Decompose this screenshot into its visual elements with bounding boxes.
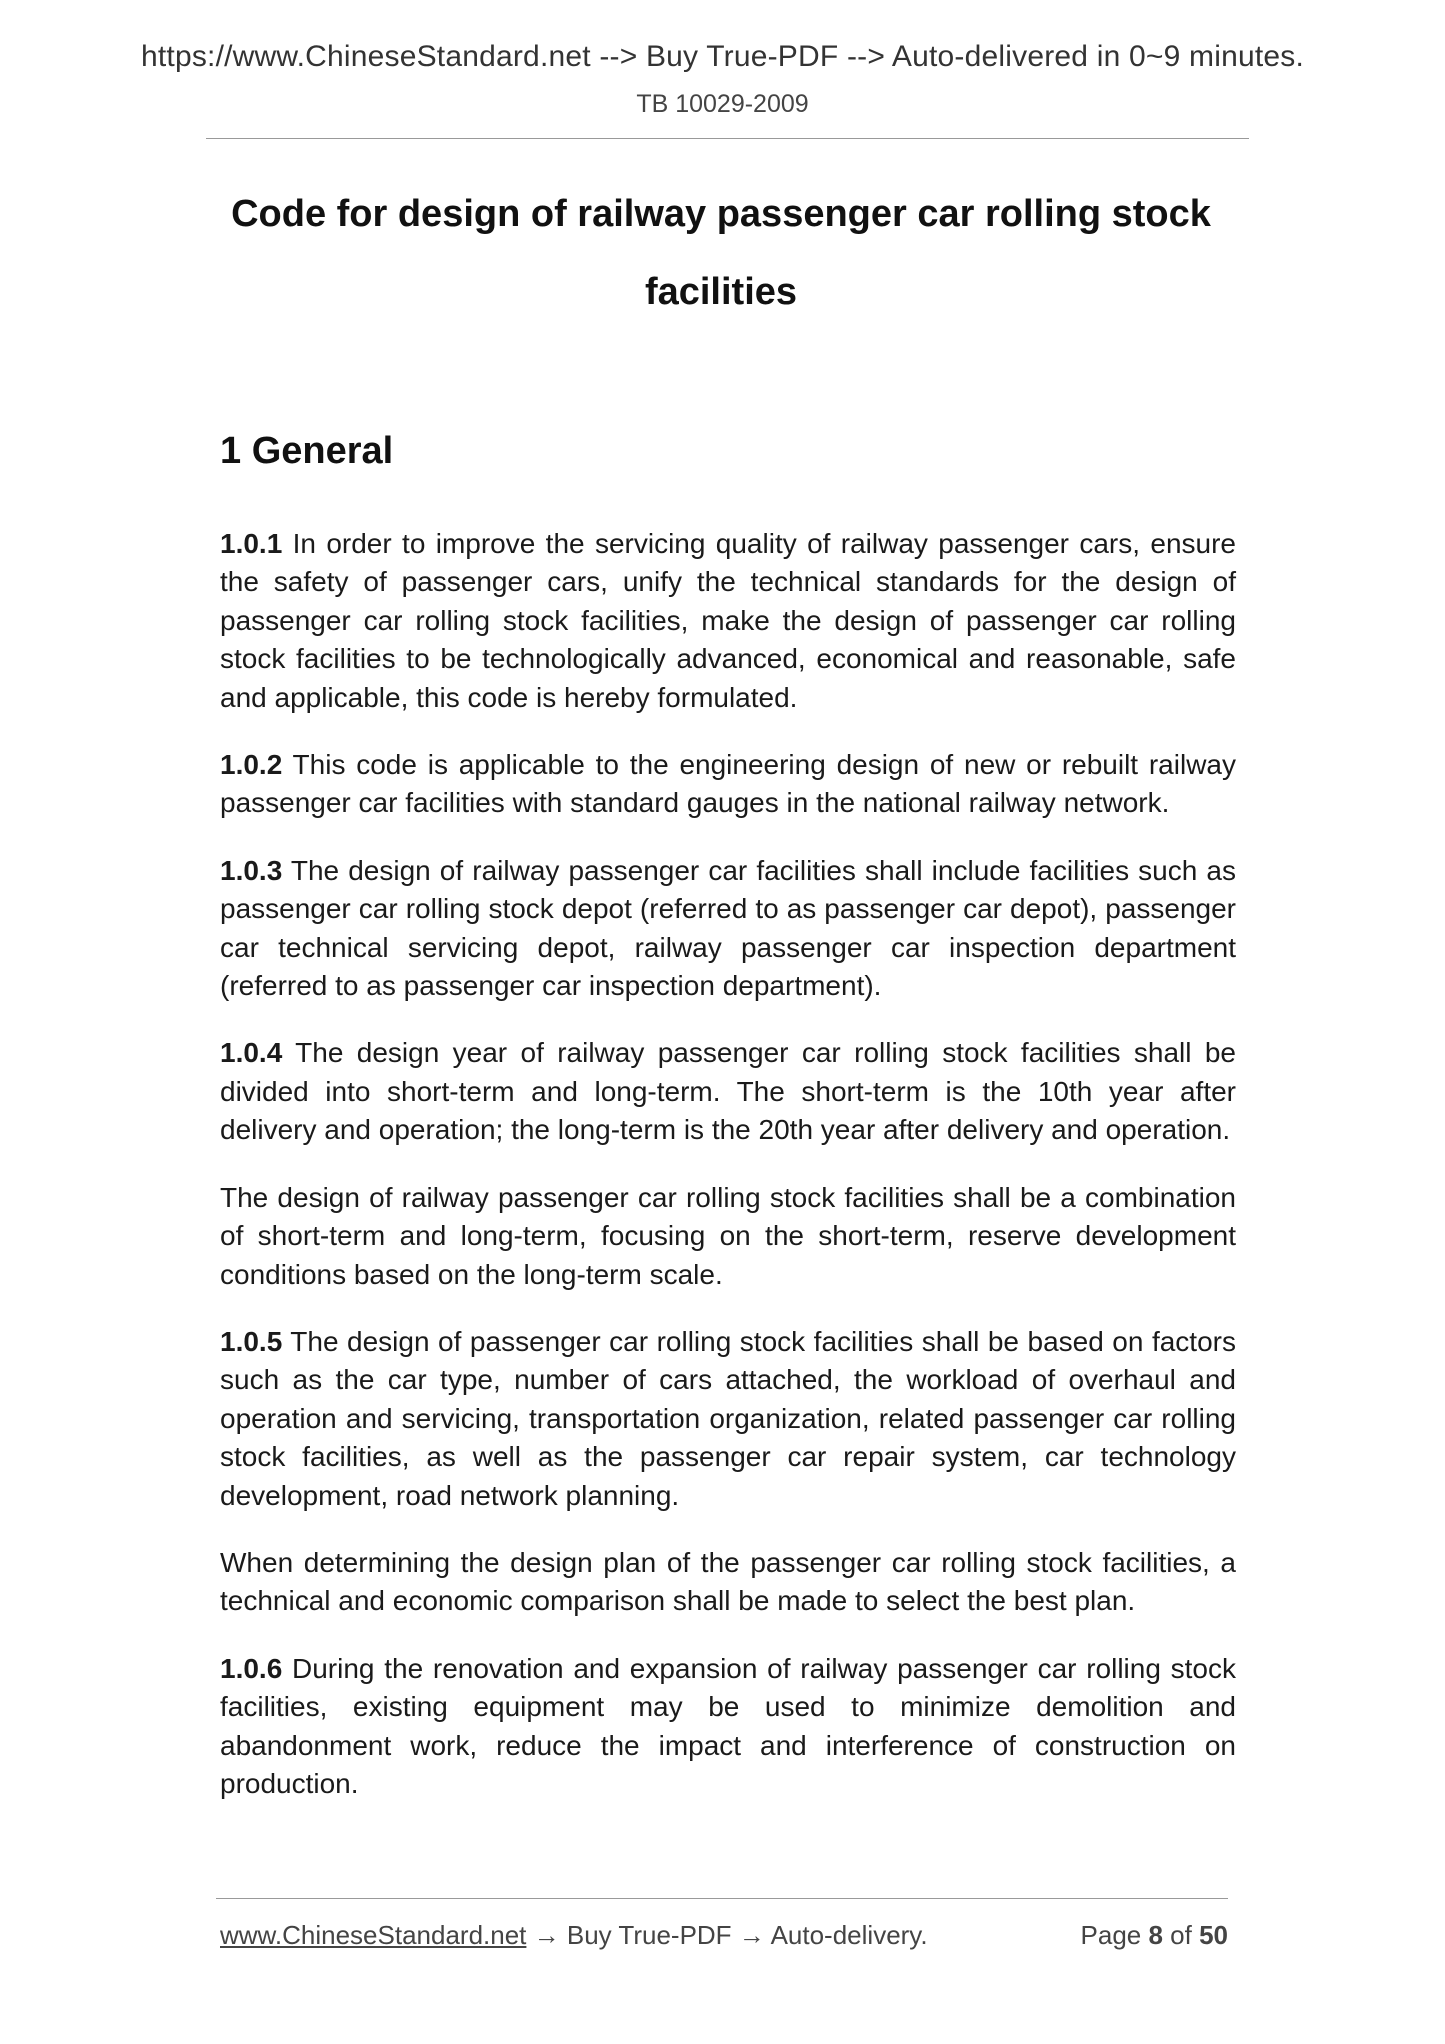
clause-text: The design year of railway passenger car rolling stock facilities shall be divided into short-term and long-term. The short-term is the 10th year after delivery and operation; the long-term is the 20th year after delivery and operation. <box>220 1037 1236 1146</box>
clause-text: The design of railway passenger car facilities shall include facilities such as passenger car rolling stock depot (referred to as passenger car depot), passenger car technical servicing depot, railway passenger car inspection department (referred to as passenger car inspection department). <box>220 854 1236 1002</box>
clause-paragraph <box>220 852 1236 1006</box>
clause-paragraph <box>220 525 1236 717</box>
header-url-banner: https://www.ChineseStandard.net --> Buy True-PDF --> Auto-delivered in 0~9 minutes. <box>141 40 1304 73</box>
clause-number: 1.0.2 <box>220 749 283 781</box>
footer-divider <box>216 1898 1228 1899</box>
clause-number: 1.0.5 <box>220 1325 283 1357</box>
clause-text: The design of passenger car rolling stock facilities shall be based on factors such as the car type, number of cars attached, the workload of overhaul and operation and servicing, transportation organization, related passenger car rolling stock facilities, as well as the passenger car repair system, car technology development, road network planning. <box>220 1325 1236 1511</box>
clause-paragraph <box>220 1650 1236 1804</box>
clause-paragraph <box>220 1544 1236 1621</box>
page-indicator <box>1081 1920 1228 1951</box>
clause-number: 1.0.3 <box>220 854 283 886</box>
clause-text: This code is applicable to the engineering design of new or rebuilt railway passenger car facilities with standard gauges in the national railway network. <box>220 749 1236 819</box>
document-body <box>220 525 1236 1832</box>
page-of-label: of <box>1162 1920 1200 1950</box>
page-current: 8 <box>1148 1920 1163 1950</box>
clause-text: When determining the design plan of the passenger car rolling stock facilities, a technical and economic comparison shall be made to select the best plan. <box>220 1546 1236 1617</box>
title-line-1: Code for design of railway passenger car rolling stock <box>231 193 1211 235</box>
clause-text: During the renovation and expansion of railway passenger car rolling stock facilities, existing equipment may be used to minimize demolition and abandonment work, reduce the impact and interference of construction on production. <box>220 1652 1236 1799</box>
clause-number: 1.0.1 <box>220 528 283 559</box>
header-divider <box>206 138 1249 139</box>
page-total: 50 <box>1199 1920 1228 1950</box>
footer-promo <box>220 1920 928 1951</box>
clause-text: In order to improve the servicing quality of railway passenger cars, ensure the safety of passenger cars, unify the technical standards for the design of passenger car rolling stock facilities, make the design of passenger car rolling stock facilities to be technologically advanced, economical and reasonable, safe and applicable, this code is hereby formulated. <box>220 528 1236 713</box>
section-heading: 1 General <box>220 430 394 472</box>
document-code: TB 10029-2009 <box>636 90 809 118</box>
title-line-2: facilities <box>644 271 798 313</box>
clause-number: 1.0.6 <box>220 1652 283 1684</box>
clause-number: 1.0.4 <box>220 1037 283 1069</box>
document-title <box>206 175 1236 331</box>
clause-paragraph <box>220 1034 1236 1149</box>
footer-tagline: → Buy True-PDF → Auto-delivery. <box>526 1920 928 1950</box>
clause-text: The design of railway passenger car rolling stock facilities shall be a combination of short-term and long-term, focusing on the short-term, reserve development conditions based on the long-term scale. <box>220 1181 1236 1290</box>
clause-paragraph <box>220 1323 1236 1515</box>
page-label: Page <box>1080 1920 1149 1950</box>
clause-paragraph <box>220 1179 1236 1294</box>
clause-paragraph <box>220 746 1236 823</box>
footer-site-link[interactable]: www.ChineseStandard.net <box>220 1920 527 1950</box>
